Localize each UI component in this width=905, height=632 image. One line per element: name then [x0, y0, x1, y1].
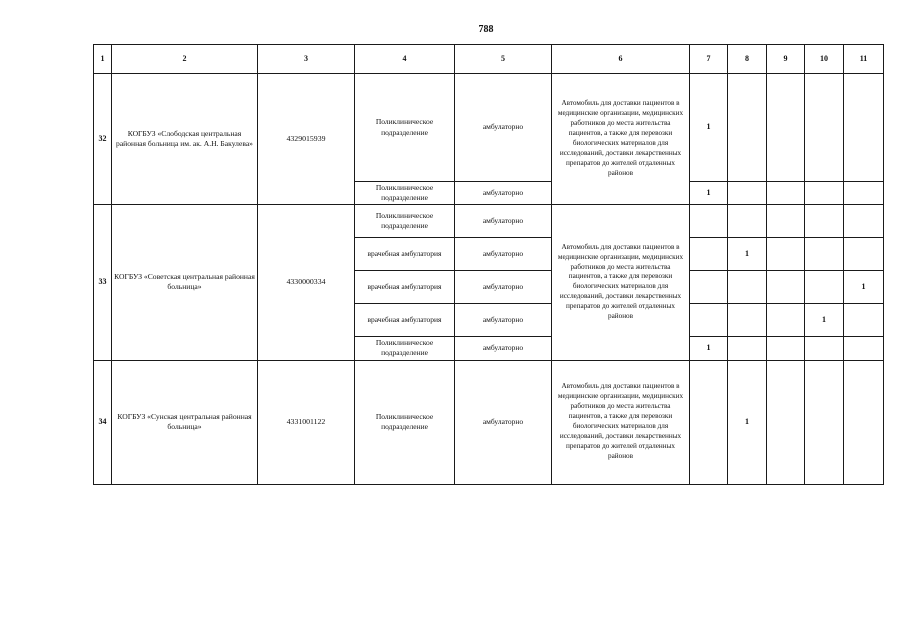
vehicle-description: Автомобиль для доставки пациентов в медицинские организации, медицинских работников до места жительства пациентов, а также для перевозки биологических материалов для исследований, доставки лекарственных препаратов до жителей отдаленных районов — [552, 74, 690, 205]
table-row — [94, 360, 884, 484]
count-cell — [728, 182, 767, 205]
care-mode: амбулаторно — [455, 360, 552, 484]
count-cell — [690, 205, 728, 238]
count-cell — [767, 238, 805, 271]
care-mode: амбулаторно — [455, 238, 552, 271]
column-header: 6 — [552, 45, 690, 74]
column-header: 3 — [258, 45, 355, 74]
count-cell — [728, 337, 767, 360]
unit-name: врачебная амбулатория — [355, 238, 455, 271]
column-header: 11 — [844, 45, 884, 74]
row-number: 32 — [94, 74, 112, 205]
count-cell — [728, 304, 767, 337]
table-row — [94, 205, 884, 238]
count-cell — [844, 205, 884, 238]
count-cell — [805, 205, 844, 238]
count-cell — [767, 271, 805, 304]
count-cell — [844, 360, 884, 484]
unit-name: врачебная амбулатория — [355, 271, 455, 304]
count-cell — [805, 238, 844, 271]
count-cell — [844, 182, 884, 205]
column-header: 2 — [112, 45, 258, 74]
count-cell — [767, 74, 805, 182]
vehicle-description: Автомобиль для доставки пациентов в медицинские организации, медицинских работников до места жительства пациентов, а также для перевозки биологических материалов для исследований, доставки лекарственных препаратов до жителей отдаленных районов — [552, 360, 690, 484]
header-row — [94, 45, 884, 74]
count-cell — [844, 337, 884, 360]
count-cell — [805, 74, 844, 182]
count-cell: 1 — [690, 74, 728, 182]
count-cell — [767, 337, 805, 360]
row-number: 34 — [94, 360, 112, 484]
count-cell: 1 — [690, 337, 728, 360]
unit-name: врачебная амбулатория — [355, 304, 455, 337]
count-cell — [767, 205, 805, 238]
column-header: 10 — [805, 45, 844, 74]
column-header: 1 — [94, 45, 112, 74]
unit-name: Поликлиническое подразделение — [355, 360, 455, 484]
count-cell — [844, 74, 884, 182]
column-header: 7 — [690, 45, 728, 74]
unit-name: Поликлиническое подразделение — [355, 74, 455, 182]
organization-name: КОГБУЗ «Сунская центральная районная больница» — [112, 360, 258, 484]
care-mode: амбулаторно — [455, 271, 552, 304]
inn-number: 4329015939 — [258, 74, 355, 205]
count-cell: 1 — [690, 182, 728, 205]
count-cell: 1 — [844, 271, 884, 304]
count-cell — [690, 360, 728, 484]
count-cell: 1 — [728, 360, 767, 484]
column-header: 8 — [728, 45, 767, 74]
count-cell — [690, 304, 728, 337]
count-cell: 1 — [728, 238, 767, 271]
organization-name: КОГБУЗ «Слободская центральная районная больница им. ак. А.Н. Бакулева» — [112, 74, 258, 205]
count-cell — [844, 304, 884, 337]
count-cell — [690, 238, 728, 271]
count-cell — [728, 74, 767, 182]
count-cell — [805, 182, 844, 205]
count-cell — [690, 271, 728, 304]
count-cell — [767, 360, 805, 484]
care-mode: амбулаторно — [455, 304, 552, 337]
row-number: 33 — [94, 205, 112, 360]
count-cell — [728, 205, 767, 238]
count-cell — [805, 337, 844, 360]
count-cell — [767, 182, 805, 205]
count-cell — [728, 271, 767, 304]
count-cell — [767, 304, 805, 337]
page-number: 788 — [478, 24, 494, 35]
table-row — [94, 74, 884, 182]
column-header: 9 — [767, 45, 805, 74]
inn-number: 4331001122 — [258, 360, 355, 484]
care-mode: амбулаторно — [455, 337, 552, 360]
count-cell — [805, 360, 844, 484]
vehicle-description: Автомобиль для доставки пациентов в медицинские организации, медицинских работников до места жительства пациентов, а также для перевозки биологических материалов для исследований, доставки лекарственных препаратов до жителей отдаленных районов — [552, 205, 690, 360]
count-cell — [844, 238, 884, 271]
count-cell: 1 — [805, 304, 844, 337]
organization-name: КОГБУЗ «Советская центральная районная больница» — [112, 205, 258, 360]
care-mode: амбулаторно — [455, 205, 552, 238]
column-header: 4 — [355, 45, 455, 74]
unit-name: Поликлиническое подразделение — [355, 337, 455, 360]
facilities-table — [93, 44, 884, 485]
inn-number: 4330000334 — [258, 205, 355, 360]
care-mode: амбулаторно — [455, 74, 552, 182]
column-header: 5 — [455, 45, 552, 74]
count-cell — [805, 271, 844, 304]
unit-name: Поликлиническое подразделение — [355, 205, 455, 238]
unit-name: Поликлиническое подразделение — [355, 182, 455, 205]
care-mode: амбулаторно — [455, 182, 552, 205]
